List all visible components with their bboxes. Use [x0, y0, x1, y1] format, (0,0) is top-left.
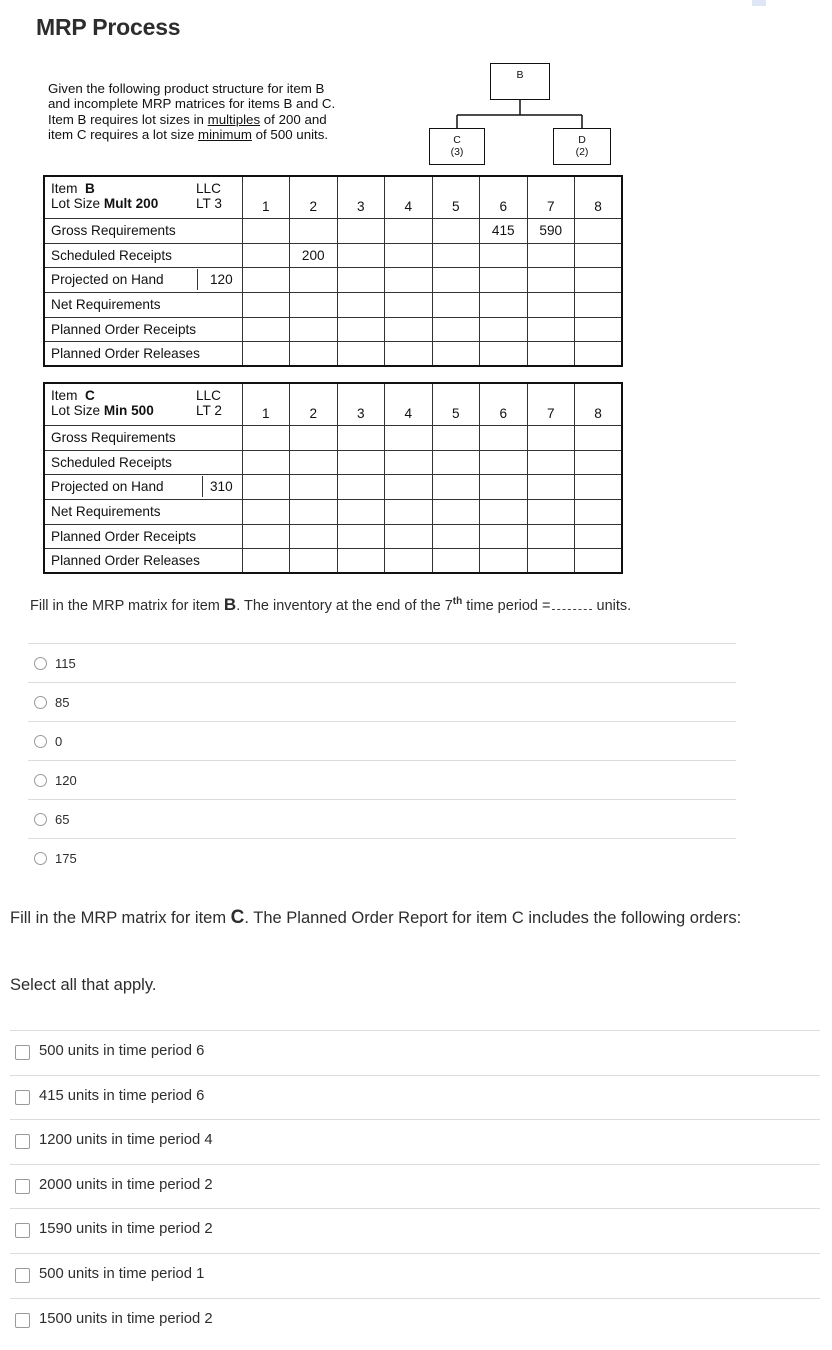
- table-cell: [527, 426, 575, 451]
- table-cell: [480, 549, 528, 574]
- table-cell: [432, 450, 480, 475]
- table-cell: [385, 549, 433, 574]
- table-cell: [242, 426, 290, 451]
- select-all-instruction: Select all that apply.: [10, 976, 157, 994]
- table-cell: [385, 293, 433, 318]
- table-cell: [242, 219, 290, 244]
- period-header: 5: [432, 383, 480, 426]
- answer-option[interactable]: [10, 1030, 820, 1075]
- row-label: Scheduled Receipts: [44, 243, 242, 268]
- option-label: 115: [55, 656, 76, 671]
- table-cell: [385, 268, 433, 293]
- checkbox[interactable]: [15, 1090, 30, 1105]
- radio-button[interactable]: [34, 774, 47, 787]
- checkbox[interactable]: [15, 1179, 30, 1194]
- intro-line-2: and incomplete MRP matrices for items B and C.: [48, 96, 336, 112]
- starting-on-hand: 120: [197, 269, 233, 290]
- table-cell: [527, 342, 575, 367]
- period-header: 1: [242, 176, 290, 219]
- table-cell: [432, 549, 480, 574]
- table-row: [44, 524, 622, 549]
- table-cell: [480, 524, 528, 549]
- radio-button[interactable]: [34, 852, 47, 865]
- row-label: Scheduled Receipts: [44, 450, 242, 475]
- table-cell: [290, 293, 338, 318]
- table-cell: [290, 317, 338, 342]
- table-cell: [575, 293, 623, 318]
- table-cell: [527, 317, 575, 342]
- period-header: 7: [527, 176, 575, 219]
- table-header-label: Item C Lot Size Min 500 LLC LT 2: [44, 383, 242, 426]
- answer-option[interactable]: [28, 682, 736, 721]
- checkbox[interactable]: [15, 1313, 30, 1328]
- question-2-text: Fill in the MRP matrix for item C. The Planned Order Report for item C includes the following orders:: [10, 907, 742, 928]
- table-cell: [385, 475, 433, 500]
- table-cell: [575, 317, 623, 342]
- table-row: [44, 317, 622, 342]
- table-cell: [432, 475, 480, 500]
- table-cell: [242, 268, 290, 293]
- table-cell: [337, 524, 385, 549]
- table-cell: 590: [527, 219, 575, 244]
- mrp-table-b: [43, 175, 623, 367]
- table-cell: [385, 342, 433, 367]
- table-cell: [385, 426, 433, 451]
- radio-button[interactable]: [34, 735, 47, 748]
- tree-node-d: D (2): [553, 128, 611, 165]
- intro-line-1: Given the following product structure for item B: [48, 81, 325, 96]
- table-cell: [527, 293, 575, 318]
- table-cell: 200: [290, 243, 338, 268]
- period-header: 1: [242, 383, 290, 426]
- option-label: 1200 units in time period 4: [39, 1132, 213, 1149]
- table-cell: [480, 450, 528, 475]
- option-label: 1500 units in time period 2: [39, 1310, 213, 1327]
- row-label: Planned Order Releases: [44, 342, 242, 367]
- answer-option[interactable]: [10, 1298, 820, 1343]
- answer-option[interactable]: [10, 1119, 820, 1164]
- table-row: [44, 450, 622, 475]
- checkbox[interactable]: [15, 1045, 30, 1060]
- table-cell: [242, 342, 290, 367]
- table-cell: [242, 243, 290, 268]
- table-cell: [337, 549, 385, 574]
- table-cell: [385, 500, 433, 525]
- table-cell: [575, 549, 623, 574]
- table-cell: [242, 549, 290, 574]
- table-cell: [575, 342, 623, 367]
- table-cell: [337, 475, 385, 500]
- table-cell: [575, 243, 623, 268]
- option-label: 0: [55, 734, 63, 749]
- option-label: 120: [55, 773, 77, 788]
- tree-node-c: C (3): [429, 128, 485, 165]
- table-header-row: [44, 383, 622, 426]
- row-label: Net Requirements: [44, 293, 242, 318]
- period-header: 2: [290, 383, 338, 426]
- answer-option[interactable]: [10, 1253, 820, 1298]
- answer-option[interactable]: [28, 838, 736, 877]
- table-cell: [385, 524, 433, 549]
- table-cell: [242, 475, 290, 500]
- table-row: [44, 475, 622, 500]
- option-label: 175: [55, 851, 77, 866]
- radio-button[interactable]: [34, 657, 47, 670]
- table-cell: [432, 500, 480, 525]
- table-cell: [432, 219, 480, 244]
- question-2-options: [10, 1030, 820, 1342]
- table-cell: [385, 450, 433, 475]
- table-cell: [290, 342, 338, 367]
- table-row: [44, 219, 622, 244]
- table-cell: [575, 219, 623, 244]
- table-cell: [480, 243, 528, 268]
- period-header: 7: [527, 383, 575, 426]
- table-cell: [575, 475, 623, 500]
- table-cell: [337, 268, 385, 293]
- table-header-label: Item B Lot Size Mult 200 LLC LT 3: [44, 176, 242, 219]
- table-cell: [242, 317, 290, 342]
- answer-option[interactable]: [10, 1208, 820, 1253]
- table-cell: [290, 549, 338, 574]
- table-cell: [337, 500, 385, 525]
- row-label-projected: Projected on Hand 310: [44, 475, 242, 500]
- period-header: 8: [575, 383, 623, 426]
- period-header: 3: [337, 383, 385, 426]
- table-row: [44, 243, 622, 268]
- period-header: 5: [432, 176, 480, 219]
- period-header: 2: [290, 176, 338, 219]
- mrp-table-c: [43, 382, 623, 574]
- table-cell: [575, 426, 623, 451]
- option-label: 2000 units in time period 2: [39, 1176, 213, 1193]
- table-cell: [337, 450, 385, 475]
- table-row: [44, 342, 622, 367]
- answer-option[interactable]: [28, 799, 736, 838]
- table-row: [44, 293, 622, 318]
- row-label: Planned Order Releases: [44, 549, 242, 574]
- option-label: 1590 units in time period 2: [39, 1221, 213, 1238]
- table-cell: [242, 450, 290, 475]
- answer-option[interactable]: [28, 721, 736, 760]
- table-cell: [480, 317, 528, 342]
- table-cell: [480, 475, 528, 500]
- table-cell: [242, 293, 290, 318]
- answer-option[interactable]: [28, 760, 736, 799]
- row-label: Net Requirements: [44, 500, 242, 525]
- table-cell: [432, 426, 480, 451]
- option-label: 415 units in time period 6: [39, 1087, 205, 1104]
- period-header: 4: [385, 176, 433, 219]
- checkbox[interactable]: [15, 1268, 30, 1283]
- table-cell: [527, 524, 575, 549]
- table-cell: [575, 500, 623, 525]
- intro-line-4: item C requires a lot size minimum of 500 units.: [48, 127, 329, 143]
- table-cell: [290, 219, 338, 244]
- table-row: [44, 500, 622, 525]
- checkbox[interactable]: [15, 1223, 30, 1238]
- table-cell: [480, 342, 528, 367]
- table-cell: [290, 450, 338, 475]
- answer-blank: [552, 600, 592, 610]
- question-1-text: Fill in the MRP matrix for item B. The inventory at the end of the 7th time period = units.: [30, 595, 632, 614]
- table-header-row: [44, 176, 622, 219]
- table-cell: [527, 243, 575, 268]
- starting-on-hand: 310: [202, 476, 233, 497]
- answer-option[interactable]: [10, 1075, 820, 1120]
- radio-button[interactable]: [34, 813, 47, 826]
- option-label: 500 units in time period 1: [39, 1265, 205, 1282]
- table-cell: [480, 268, 528, 293]
- row-label: Planned Order Receipts: [44, 317, 242, 342]
- table-cell: [432, 268, 480, 293]
- table-cell: [290, 475, 338, 500]
- period-header: 3: [337, 176, 385, 219]
- table-cell: [337, 317, 385, 342]
- option-label: 65: [55, 812, 70, 827]
- answer-option[interactable]: [28, 643, 736, 682]
- table-row: [44, 268, 622, 293]
- row-label: Gross Requirements: [44, 426, 242, 451]
- table-cell: [242, 524, 290, 549]
- period-header: 8: [575, 176, 623, 219]
- checkbox[interactable]: [15, 1134, 30, 1149]
- table-cell: [385, 317, 433, 342]
- table-cell: [527, 450, 575, 475]
- table-cell: 415: [480, 219, 528, 244]
- table-cell: [527, 268, 575, 293]
- answer-option[interactable]: [10, 1164, 820, 1209]
- table-cell: [385, 243, 433, 268]
- table-cell: [337, 293, 385, 318]
- period-header: 6: [480, 383, 528, 426]
- radio-button[interactable]: [34, 696, 47, 709]
- table-cell: [432, 524, 480, 549]
- table-cell: [290, 500, 338, 525]
- table-cell: [337, 342, 385, 367]
- table-cell: [337, 243, 385, 268]
- period-header: 4: [385, 383, 433, 426]
- table-cell: [480, 500, 528, 525]
- table-cell: [290, 268, 338, 293]
- table-cell: [290, 524, 338, 549]
- table-cell: [337, 219, 385, 244]
- table-cell: [337, 426, 385, 451]
- table-row: [44, 549, 622, 574]
- table-cell: [432, 342, 480, 367]
- table-cell: [527, 500, 575, 525]
- table-row: [44, 426, 622, 451]
- page-title: MRP Process: [36, 14, 181, 40]
- table-cell: [575, 524, 623, 549]
- corner-marker: [752, 0, 766, 6]
- row-label: Gross Requirements: [44, 219, 242, 244]
- option-label: 500 units in time period 6: [39, 1043, 205, 1059]
- option-label: 85: [55, 695, 70, 710]
- table-cell: [480, 293, 528, 318]
- tree-node-b: B: [490, 63, 550, 100]
- table-cell: [385, 219, 433, 244]
- row-label-projected: Projected on Hand 120: [44, 268, 242, 293]
- table-cell: [527, 549, 575, 574]
- table-cell: [290, 426, 338, 451]
- intro-text: [48, 81, 428, 143]
- table-cell: [432, 317, 480, 342]
- table-cell: [575, 450, 623, 475]
- question-1-options: [28, 643, 736, 877]
- period-header: 6: [480, 176, 528, 219]
- table-cell: [242, 500, 290, 525]
- table-cell: [527, 475, 575, 500]
- intro-line-3: Item B requires lot sizes in multiples of 200 and: [48, 111, 327, 127]
- table-cell: [432, 293, 480, 318]
- row-label: Planned Order Receipts: [44, 524, 242, 549]
- table-cell: [575, 268, 623, 293]
- table-cell: [480, 426, 528, 451]
- table-cell: [432, 243, 480, 268]
